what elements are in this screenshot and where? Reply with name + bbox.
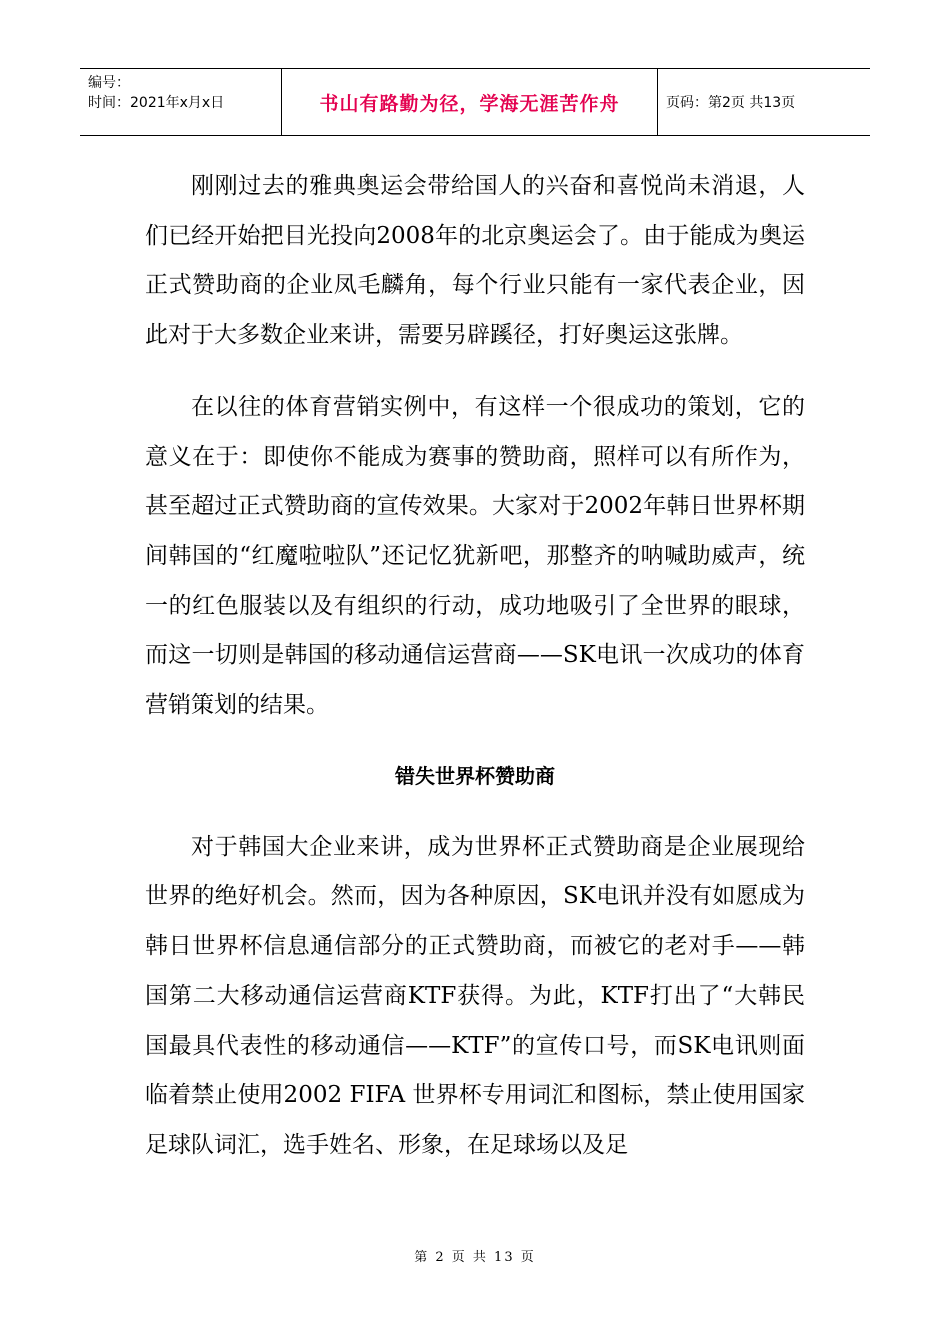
body-paragraph-2: 在以往的体育营销实例中，有这样一个很成功的策划，它的意义在于：即使你不能成为赛事的赞助商，照样可以有所作为，甚至超过正式赞助商的宣传效果。大家对于2002年韩日世界杯期间韩国的“红魔啦啦队”还记忆犹新吧，那整齐的呐喊助威声，统一的红色服装以及有组织的行动，成功地吸引了全世界的眼球，而这一切则是韩国的移动通信运营商——SK电讯一次成功的体育营销策划的结果。 <box>145 393 805 719</box>
header-motto: 书山有路勤为径，学海无涯苦作舟 <box>319 92 620 115</box>
document-number-label: 编号： <box>88 75 130 91</box>
page-footer: 第 2 页 共 13 页 <box>414 1250 536 1265</box>
document-header <box>80 68 870 136</box>
document-time-label: 时间：2021年x月x日 <box>88 95 225 111</box>
header-page-info: 页码：第2页 共13页 <box>666 95 796 111</box>
section-title: 错失世界杯赞助商 <box>395 763 555 788</box>
document-body <box>145 162 805 1193</box>
header-page-cell <box>658 69 870 135</box>
header-meta-cell <box>80 69 282 135</box>
body-paragraph-3: 对于韩国大企业来讲，成为世界杯正式赞助商是企业展现给世界的绝好机会。然而，因为各种原因，SK电讯并没有如愿成为韩日世界杯信息通信部分的正式赞助商，而被它的老对手——韩国第二大移动通信运营商KTF获得。为此，KTF打出了“大韩民国最具代表性的移动通信——KTF”的宣传口号，而SK电讯则面临着禁止使用2002 FIFA 世界杯专用词汇和图标，禁止使用国家足球队词汇，选手姓名、形象，在足球场以及足 <box>145 833 805 1158</box>
header-motto-cell <box>282 69 658 135</box>
body-paragraph-1: 刚刚过去的雅典奥运会带给国人的兴奋和喜悦尚未消退，人们已经开始把目光投向2008年的北京奥运会了。由于能成为奥运正式赞助商的企业凤毛麟角，每个行业只能有一家代表企业，因此对于大多数企业来讲，需要另辟蹊径，打好奥运这张牌。 <box>145 173 805 349</box>
